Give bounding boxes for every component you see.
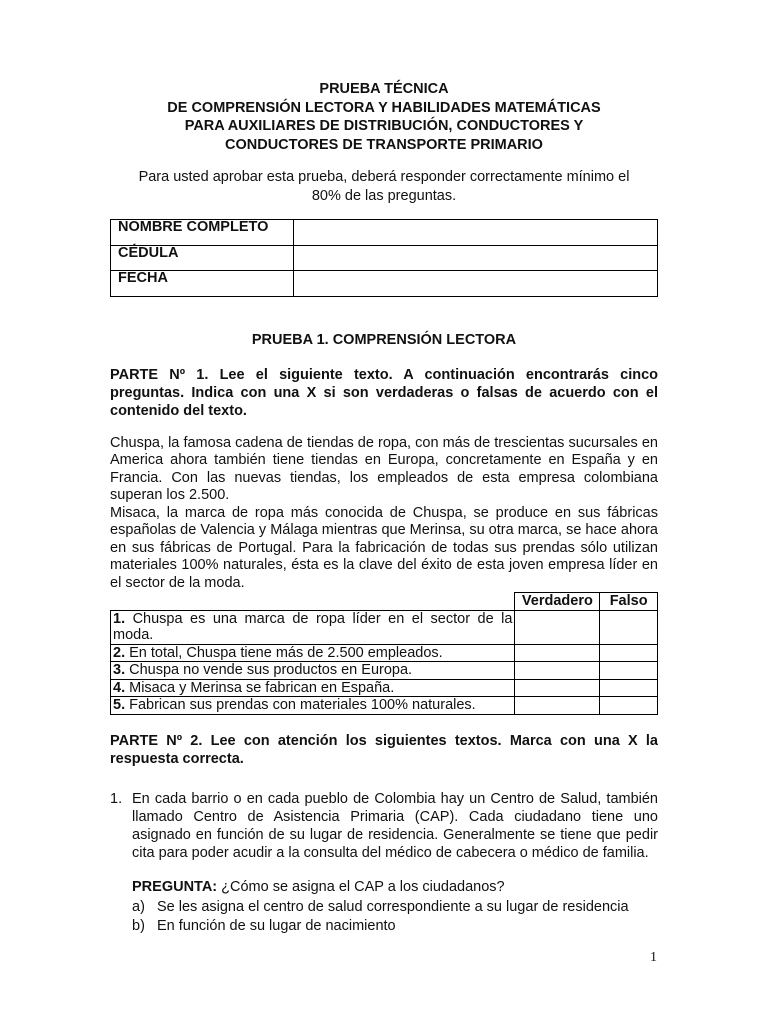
tf-statement — [111, 662, 515, 680]
tf-true-cell[interactable] — [515, 679, 600, 697]
tf-false-cell[interactable] — [600, 679, 658, 697]
info-field-date[interactable] — [294, 271, 658, 297]
question-list — [110, 790, 658, 862]
info-field-id[interactable] — [294, 245, 658, 271]
title-line-2: DE COMPRENSIÓN LECTORA Y HABILIDADES MATEMÁTICAS — [167, 99, 601, 116]
info-field-name[interactable] — [294, 220, 658, 246]
info-row-date — [111, 271, 658, 297]
tf-row — [111, 662, 658, 680]
tf-true-cell[interactable] — [515, 610, 600, 644]
tf-row — [111, 679, 658, 697]
reading-text-paragraph-1: Chuspa, la famosa cadena de tiendas de ropa, con más de trescientas sucursales en America ahora también tiene tiendas en Europa, concretamente en España y en Francia. Con las nuevas tiendas, los empleados de esta empresa colombiana superan los 2.500. — [110, 434, 658, 503]
option-text: Se les asigna el centro de salud correspondiente a su lugar de residencia — [157, 898, 629, 915]
info-label-id: CÉDULA — [111, 245, 294, 271]
question-number: 1. — [110, 790, 123, 807]
tf-statement-number: 1. — [113, 610, 126, 627]
info-row-name — [111, 220, 658, 246]
tf-statement — [111, 679, 515, 697]
true-false-table — [110, 592, 658, 715]
question-prompt-label: PREGUNTA: — [132, 878, 218, 895]
tf-statement-text: Chuspa no vende sus productos en Europa. — [125, 662, 413, 678]
tf-false-cell[interactable] — [600, 610, 658, 644]
tf-statement-text: En total, Chuspa tiene más de 2.500 empleados. — [125, 644, 443, 661]
tf-header-blank — [111, 593, 515, 611]
tf-statement-number: 5. — [113, 697, 126, 713]
intro-line-1: Para usted aprobar esta prueba, deberá responder correctamente mínimo el — [138, 169, 630, 185]
tf-header-true: Verdadero — [515, 593, 600, 611]
tf-row — [111, 697, 658, 715]
tf-false-cell[interactable] — [600, 644, 658, 662]
tf-row — [111, 610, 658, 644]
option-text: En función de su lugar de nacimiento — [157, 917, 396, 934]
intro-text — [110, 168, 658, 205]
tf-true-cell[interactable] — [515, 697, 600, 715]
tf-header-row — [111, 593, 658, 611]
tf-true-cell[interactable] — [515, 662, 600, 680]
tf-false-cell[interactable] — [600, 662, 658, 680]
info-row-id — [111, 245, 658, 271]
tf-statement-number: 4. — [113, 679, 126, 696]
option-letter: a) — [132, 898, 145, 915]
tf-statement-text: Fabrican sus prendas con materiales 100% naturales. — [125, 697, 476, 713]
answer-option-b[interactable] — [132, 917, 658, 936]
document-page — [110, 80, 658, 936]
part-1-instructions: PARTE Nº 1. Lee el siguiente texto. A continuación encontrarás cinco preguntas. Indica con una X si son verdaderas o falsas de acuerdo con el contenido del texto. — [110, 366, 658, 419]
tf-header-false: Falso — [600, 593, 658, 611]
part-2-instructions: PARTE Nº 2. Lee con atención los siguientes textos. Marca con una X la respuesta correcta. — [110, 732, 658, 767]
tf-statement-text: Misaca y Merinsa se fabrican en España. — [125, 679, 395, 696]
document-title — [110, 80, 658, 154]
tf-statement-text: Chuspa es una marca de ropa líder en el sector de la moda. — [113, 610, 513, 643]
title-line-4: CONDUCTORES DE TRANSPORTE PRIMARIO — [225, 136, 543, 153]
info-label-name: NOMBRE COMPLETO — [111, 220, 294, 246]
tf-true-cell[interactable] — [515, 644, 600, 662]
question-item — [110, 790, 658, 862]
tf-row — [111, 644, 658, 662]
question-prompt — [110, 878, 658, 896]
option-letter: b) — [132, 917, 145, 934]
section-title: PRUEBA 1. COMPRENSIÓN LECTORA — [251, 331, 517, 348]
intro-line-2: 80% de las preguntas. — [311, 187, 457, 204]
answer-option-a[interactable] — [132, 898, 658, 917]
tf-statement-number: 3. — [113, 662, 126, 678]
title-line-1: PRUEBA TÉCNICA — [319, 81, 449, 97]
title-line-3: PARA AUXILIARES DE DISTRIBUCIÓN, CONDUCTORES Y — [184, 118, 584, 134]
tf-statement — [111, 610, 515, 644]
personal-info-table — [110, 219, 658, 297]
tf-statement — [111, 644, 515, 662]
reading-text-paragraph-2: Misaca, la marca de ropa más conocida de Chuspa, se produce en sus fábricas españolas de Valencia y Málaga mientras que Merinsa, su otra marca, se hace ahora en sus fábricas de Portugal. Para la fabricación de todas sus prendas sólo utilizan materiales 100% naturales, ésta es la clave del éxito de esta joven empresa líder en el sector de la moda. — [110, 504, 658, 591]
answer-options — [110, 898, 658, 936]
page-number: 1 — [650, 950, 657, 965]
tf-statement — [111, 697, 515, 715]
tf-false-cell[interactable] — [600, 697, 658, 715]
question-prompt-text: ¿Cómo se asigna el CAP a los ciudadanos? — [217, 878, 505, 895]
info-label-date: FECHA — [111, 271, 294, 297]
question-text: En cada barrio o en cada pueblo de Colombia hay un Centro de Salud, también llamado Centro de Asistencia Primaria (CAP). Cada ciudadano tiene uno asignado en función de su lugar de residencia. Generalmente se tiene que pedir cita para poder acudir a la consulta del médico de cabecera o médico de familia. — [132, 790, 658, 861]
tf-statement-number: 2. — [113, 644, 126, 661]
